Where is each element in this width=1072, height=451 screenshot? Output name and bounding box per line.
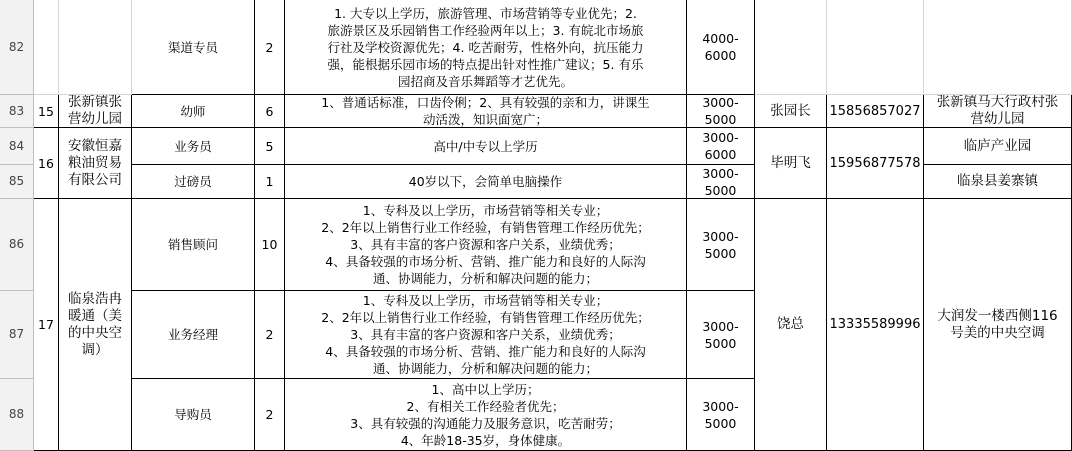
phone-cell[interactable]: 15856857027 bbox=[827, 95, 924, 128]
phone-cell[interactable]: 15956877578 bbox=[827, 128, 924, 199]
company-cell-82[interactable] bbox=[59, 0, 132, 95]
contact-cell[interactable]: 张园长 bbox=[755, 95, 827, 128]
position-count-cell[interactable]: 5 bbox=[255, 128, 285, 165]
seq-cell[interactable]: 16 bbox=[34, 128, 59, 199]
salary-cell[interactable]: 3000- 5000 bbox=[687, 379, 755, 451]
phone-cell-82[interactable] bbox=[827, 0, 924, 95]
row-header-86[interactable]: 86 bbox=[0, 199, 34, 291]
requirements-cell[interactable]: 40岁以下，会简单电脑操作 bbox=[285, 165, 687, 199]
requirements-cell[interactable]: 1、专科及以上学历，市场营销等相关专业； 2、2年以上销售行业工作经验，有销售管理工作经历优先； 3、具有丰富的客户资源和客户关系，业绩优秀； 4、具备较强的市场分析、营销、推广能力和良好的人际沟 通、协调能力，分析和解决问题的能力； bbox=[285, 291, 687, 379]
seq-cell[interactable]: 15 bbox=[34, 95, 59, 128]
position-count-cell[interactable]: 2 bbox=[255, 379, 285, 451]
position-title-cell[interactable]: 过磅员 bbox=[132, 165, 255, 199]
row-header-83[interactable]: 83 bbox=[0, 95, 34, 128]
position-count-cell[interactable]: 2 bbox=[255, 0, 285, 95]
position-title-cell[interactable]: 幼师 bbox=[132, 95, 255, 128]
contact-cell[interactable]: 饶总 bbox=[755, 199, 827, 451]
contact-cell[interactable]: 毕明飞 bbox=[755, 128, 827, 199]
row-header-85[interactable]: 85 bbox=[0, 165, 34, 199]
address-cell[interactable]: 张新镇马大行政村张 营幼儿园 bbox=[924, 95, 1072, 128]
position-count-cell[interactable]: 10 bbox=[255, 199, 285, 291]
position-title-cell[interactable]: 渠道专员 bbox=[132, 0, 255, 95]
position-count-cell[interactable]: 2 bbox=[255, 291, 285, 379]
salary-cell[interactable]: 3000- 5000 bbox=[687, 291, 755, 379]
position-count-cell[interactable]: 1 bbox=[255, 165, 285, 199]
seq-cell-82[interactable] bbox=[34, 0, 59, 95]
requirements-cell[interactable]: 高中/中专以上学历 bbox=[285, 128, 687, 165]
address-cell-82[interactable] bbox=[924, 0, 1072, 95]
position-title-cell[interactable]: 导购员 bbox=[132, 379, 255, 451]
address-cell[interactable]: 临庐产业园 bbox=[924, 128, 1072, 165]
requirements-cell[interactable]: 1. 大专以上学历，旅游管理、市场营销等专业优先；2. 旅游景区及乐园销售工作经验两年以上；3. 有皖北市场旅 行社及学校资源优先；4. 吃苦耐劳，性格外向，抗压能力 强，能根据乐园市场的特点提出针对性推广建议；5. 有乐 园招商及音乐舞蹈等才艺优先。 bbox=[285, 0, 687, 95]
position-title-cell[interactable]: 业务经理 bbox=[132, 291, 255, 379]
company-name-cell[interactable]: 临泉浩冉 暖通（美 的中央空 调） bbox=[59, 199, 132, 451]
salary-cell[interactable]: 3000- 6000 bbox=[687, 128, 755, 165]
position-count-cell[interactable]: 6 bbox=[255, 95, 285, 128]
address-cell[interactable]: 临泉县姜寨镇 bbox=[924, 165, 1072, 199]
salary-cell[interactable]: 3000- 5000 bbox=[687, 199, 755, 291]
position-title-cell[interactable]: 业务员 bbox=[132, 128, 255, 165]
requirements-cell[interactable]: 1、高中以上学历； 2、有相关工作经验者优先； 3、具有较强的沟通能力及服务意识，吃苦耐劳； 4、年龄18-35岁，身体健康。 bbox=[285, 379, 687, 451]
address-cell[interactable]: 大润发一楼西侧116 号美的中央空调 bbox=[924, 199, 1072, 451]
phone-cell[interactable]: 13335589996 bbox=[827, 199, 924, 451]
contact-cell-82[interactable] bbox=[755, 0, 827, 95]
row-header-87[interactable]: 87 bbox=[0, 291, 34, 379]
row-header-84[interactable]: 84 bbox=[0, 128, 34, 165]
position-title-cell[interactable]: 销售顾问 bbox=[132, 199, 255, 291]
requirements-cell[interactable]: 1、普通话标准，口齿伶俐；2、具有较强的亲和力，讲课生 动活泼，知识面宽广； bbox=[285, 95, 687, 128]
row-header-88[interactable]: 88 bbox=[0, 379, 34, 451]
salary-cell[interactable]: 3000- 5000 bbox=[687, 95, 755, 128]
requirements-cell[interactable]: 1、专科及以上学历，市场营销等相关专业； 2、2年以上销售行业工作经验，有销售管理工作经历优先； 3、具有丰富的客户资源和客户关系，业绩优秀； 4、具备较强的市场分析、营销、推广能力和良好的人际沟 通、协调能力，分析和解决问题的能力； bbox=[285, 199, 687, 291]
company-name-cell[interactable]: 张新镇张 营幼儿园 bbox=[59, 95, 132, 128]
salary-cell[interactable]: 4000- 6000 bbox=[687, 0, 755, 95]
row-header-82[interactable]: 82 bbox=[0, 0, 34, 95]
company-name-cell[interactable]: 安徽恒嘉 粮油贸易 有限公司 bbox=[59, 128, 132, 199]
salary-cell[interactable]: 3000- 5000 bbox=[687, 165, 755, 199]
seq-cell[interactable]: 17 bbox=[34, 199, 59, 451]
